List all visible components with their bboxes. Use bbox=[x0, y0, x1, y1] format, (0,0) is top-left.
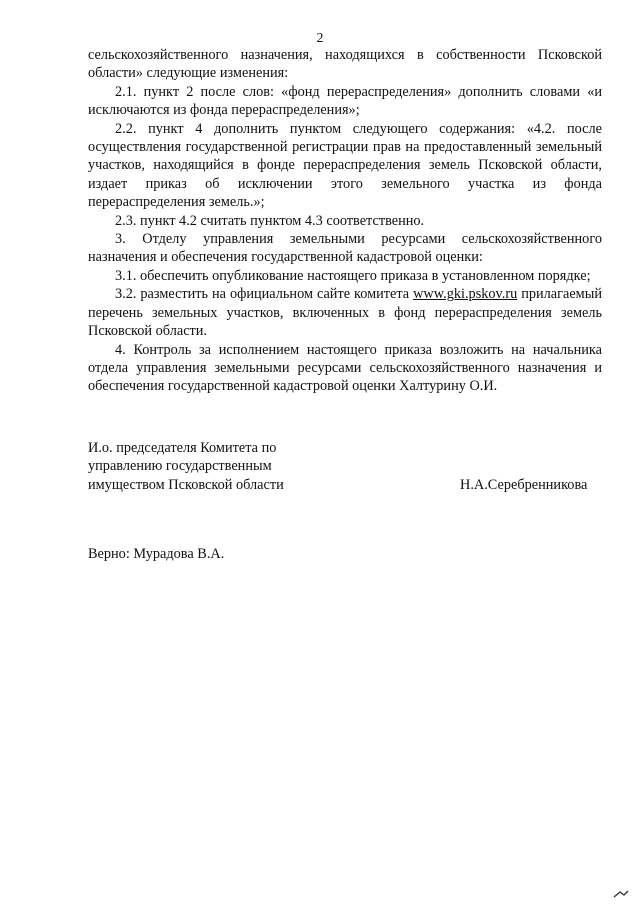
document-body bbox=[88, 46, 602, 396]
paragraph-3-2-text-after: прилагаемый перечень земельных участков, включенных в фонд перераспределения земель Псковской области. bbox=[88, 286, 602, 340]
signatory-title-line: управлению государственным bbox=[88, 458, 272, 475]
signatory-title-line: И.о. председателя Комитета по bbox=[88, 440, 277, 456]
paragraph-4: 4. Контроль за исполнением настоящего приказа возложить на начальника отдела управления земельными ресурсами сельскохозяйственного назначения и обеспечения государственной кадастровой оценки Халтурину О.И. bbox=[88, 341, 602, 395]
signature-block bbox=[88, 439, 602, 494]
paragraph-2-1: 2.1. пункт 2 после слов: «фонд перераспределения» дополнить словами «и исключаются из фонда перераспределения»; bbox=[88, 83, 602, 119]
paragraph-2-2: 2.2. пункт 4 дополнить пунктом следующего содержания: «4.2. после осуществления государственной регистрации прав на предоставленный земельный участков, находящийся в фонде перераспределения земель Псковской области, издает приказ об исключении этого земельного участка из фонда перераспределения земель.»; bbox=[88, 120, 602, 211]
page-number: 2 bbox=[316, 31, 324, 46]
paragraph-3-2 bbox=[88, 285, 602, 340]
paragraph-3-2-text-before: 3.2. разместить на официальном сайте комитета bbox=[115, 286, 414, 303]
corner-scan-mark bbox=[612, 889, 630, 899]
website-link[interactable]: www.gki.pskov.ru bbox=[413, 286, 518, 303]
signatory-name: Н.А.Серебренникова bbox=[460, 476, 588, 493]
paragraph-3-1: 3.1. обеспечить опубликование настоящего приказа в установленном порядке; bbox=[115, 267, 591, 284]
signatory-title-line: имуществом Псковской области bbox=[88, 476, 284, 493]
paragraph-3: 3. Отделу управления земельными ресурсами сельскохозяйственного назначения и обеспечения государственной кадастровой оценки: bbox=[88, 231, 602, 266]
paragraph-2-3: 2.3. пункт 4.2 считать пунктом 4.3 соответственно. bbox=[115, 212, 425, 229]
verified-by: Верно: Мурадова В.А. bbox=[88, 546, 225, 562]
paragraph-intro-continuation: сельскохозяйственного назначения, находящихся в собственности Псковской области» следующие изменения: bbox=[88, 47, 602, 82]
